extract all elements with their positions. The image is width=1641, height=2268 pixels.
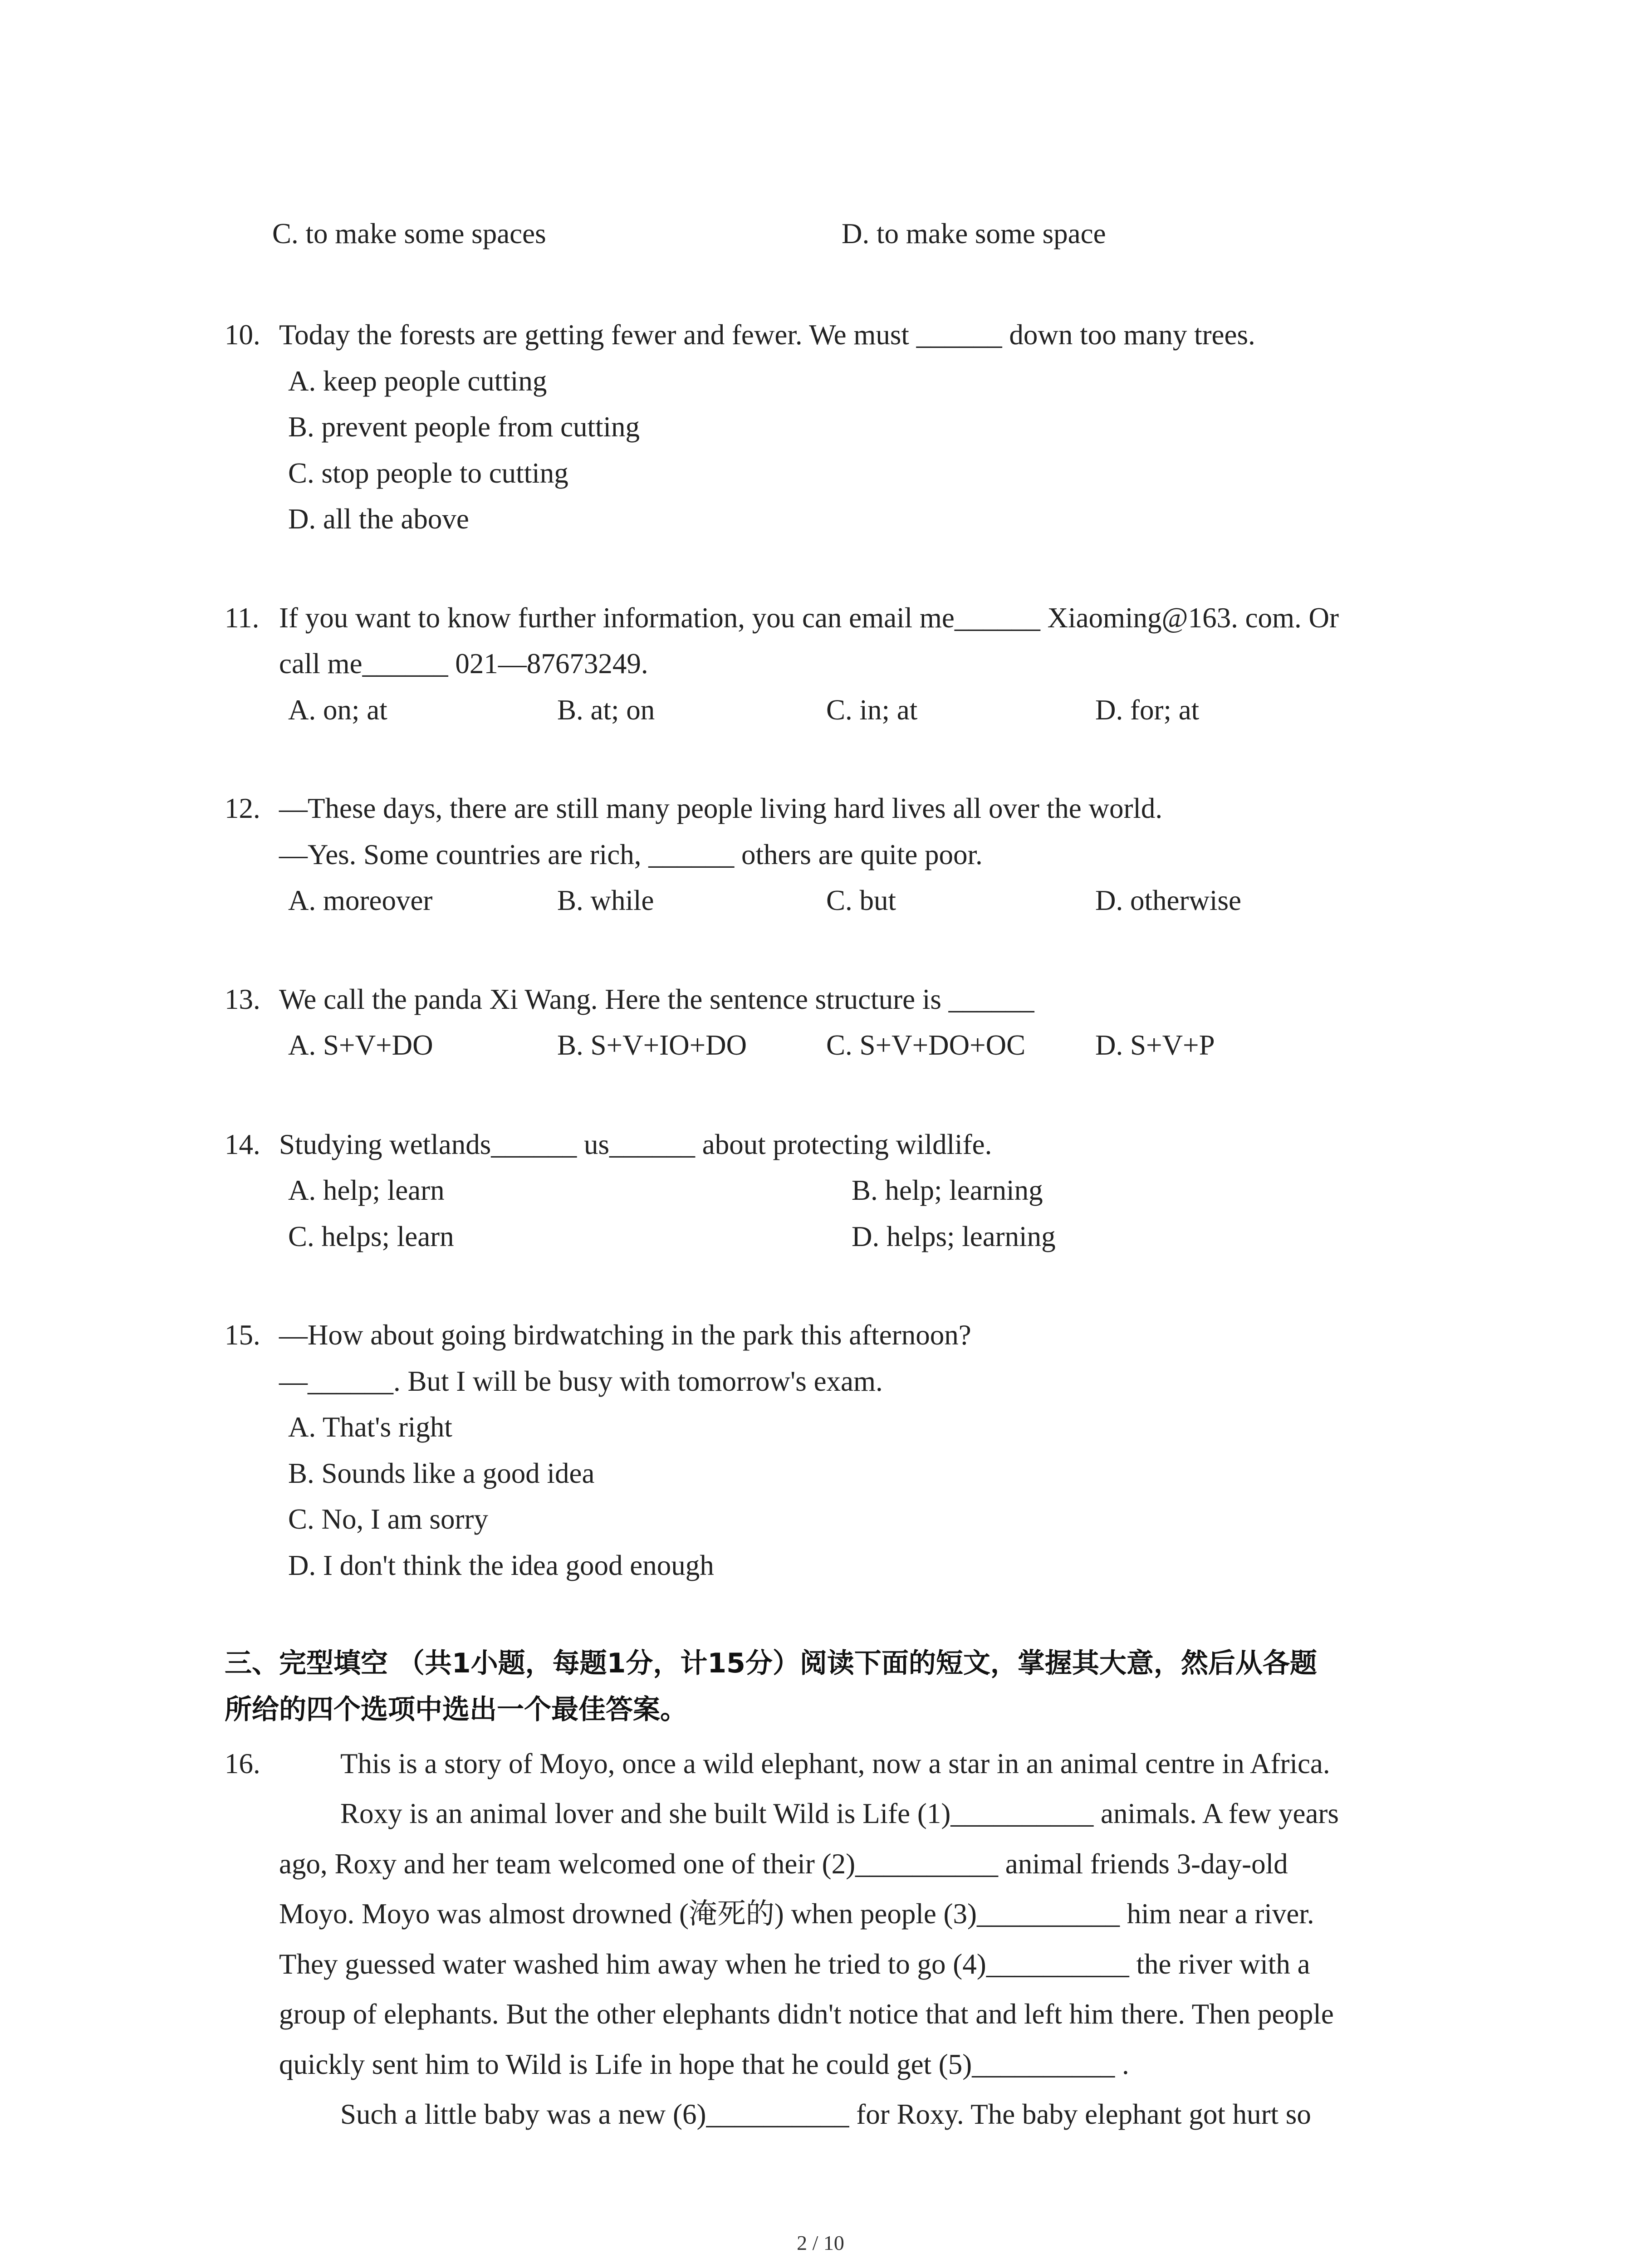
page-number: 2 / 10 — [797, 2231, 844, 2254]
option-b: B. at; on — [557, 694, 655, 726]
option-a: A. S+V+DO — [288, 1029, 433, 1061]
option-c: C. stop people to cutting — [288, 457, 568, 489]
option-d: D. helps; learning — [852, 1221, 1056, 1252]
option-d: D. for; at — [1095, 694, 1200, 726]
question-number: 14. — [225, 1129, 260, 1160]
question-number: 12. — [225, 792, 260, 824]
option-a: A. That's right — [288, 1411, 452, 1443]
option-b: B. Sounds like a good idea — [288, 1457, 595, 1489]
question-number: 11. — [225, 602, 260, 634]
passage-line: ago, Roxy and her team welcomed one of their (2)__________ animal friends 3-day-old — [279, 1848, 1288, 1880]
option-a: A. on; at — [288, 694, 387, 726]
q9-option-d: D. to make some space — [842, 218, 1106, 249]
option-b: B. while — [557, 885, 654, 916]
question-stem-continued: —______. But I will be busy with tomorrow's exam. — [279, 1365, 883, 1397]
option-a: A. moreover — [288, 885, 433, 916]
passage-line: Roxy is an animal lover and she built Wild is Life (1)__________ animals. A few years — [340, 1798, 1339, 1829]
question-stem-continued: call me______ 021—87673249. — [279, 648, 648, 679]
question-number: 16. — [225, 1748, 260, 1779]
option-a: A. keep people cutting — [288, 365, 547, 397]
question-stem: If you want to know further information, you can email me______ Xiaoming@163. com. Or — [279, 602, 1339, 634]
passage-line: They guessed water washed him away when he tried to go (4)__________ the river with a — [279, 1948, 1310, 1980]
question-number: 13. — [225, 983, 260, 1015]
option-d: D. all the above — [288, 503, 469, 535]
option-c: C. No, I am sorry — [288, 1503, 488, 1535]
option-c: C. helps; learn — [288, 1221, 454, 1252]
question-stem: —These days, there are still many people living hard lives all over the world. — [279, 792, 1163, 824]
option-b: B. help; learning — [852, 1174, 1043, 1206]
section-heading-continued: 所给的四个选项中选出一个最佳答案。 — [225, 1694, 687, 1725]
passage-line: Such a little baby was a new (6)__________ for Roxy. The baby elephant got hurt so — [340, 2098, 1311, 2130]
question-number: 15. — [225, 1319, 260, 1351]
option-c: C. in; at — [826, 694, 918, 726]
section-heading: 三、完型填空 （共1小题，每题1分，计15分）阅读下面的短文，掌握其大意，然后从各题 — [225, 1647, 1317, 1679]
option-c: C. but — [826, 885, 896, 916]
passage-line: quickly sent him to Wild is Life in hope that he could get (5)__________ . — [279, 2048, 1129, 2080]
question-number: 10. — [225, 319, 260, 351]
option-d: D. I don't think the idea good enough — [288, 1549, 714, 1581]
option-d: D. S+V+P — [1095, 1029, 1215, 1061]
question-stem-continued: —Yes. Some countries are rich, ______ others are quite poor. — [279, 839, 983, 870]
question-stem: We call the panda Xi Wang. Here the sentence structure is ______ — [279, 983, 1034, 1015]
passage-line: This is a story of Moyo, once a wild elephant, now a star in an animal centre in Africa. — [340, 1748, 1330, 1779]
passage-line: group of elephants. But the other elephants didn't notice that and left him there. Then people — [279, 1998, 1334, 2030]
question-stem: Studying wetlands______ us______ about protecting wildlife. — [279, 1129, 992, 1160]
option-a: A. help; learn — [288, 1174, 445, 1206]
option-b: B. S+V+IO+DO — [557, 1029, 747, 1061]
option-c: C. S+V+DO+OC — [826, 1029, 1026, 1061]
question-stem: —How about going birdwatching in the park this afternoon? — [279, 1319, 971, 1351]
option-b: B. prevent people from cutting — [288, 411, 640, 443]
option-d: D. otherwise — [1095, 885, 1241, 916]
passage-line: Moyo. Moyo was almost drowned (淹死的) when people (3)__________ him near a river. — [279, 1898, 1314, 1930]
q9-option-c: C. to make some spaces — [272, 218, 546, 249]
question-stem: Today the forests are getting fewer and fewer. We must ______ down too many trees. — [279, 319, 1255, 351]
